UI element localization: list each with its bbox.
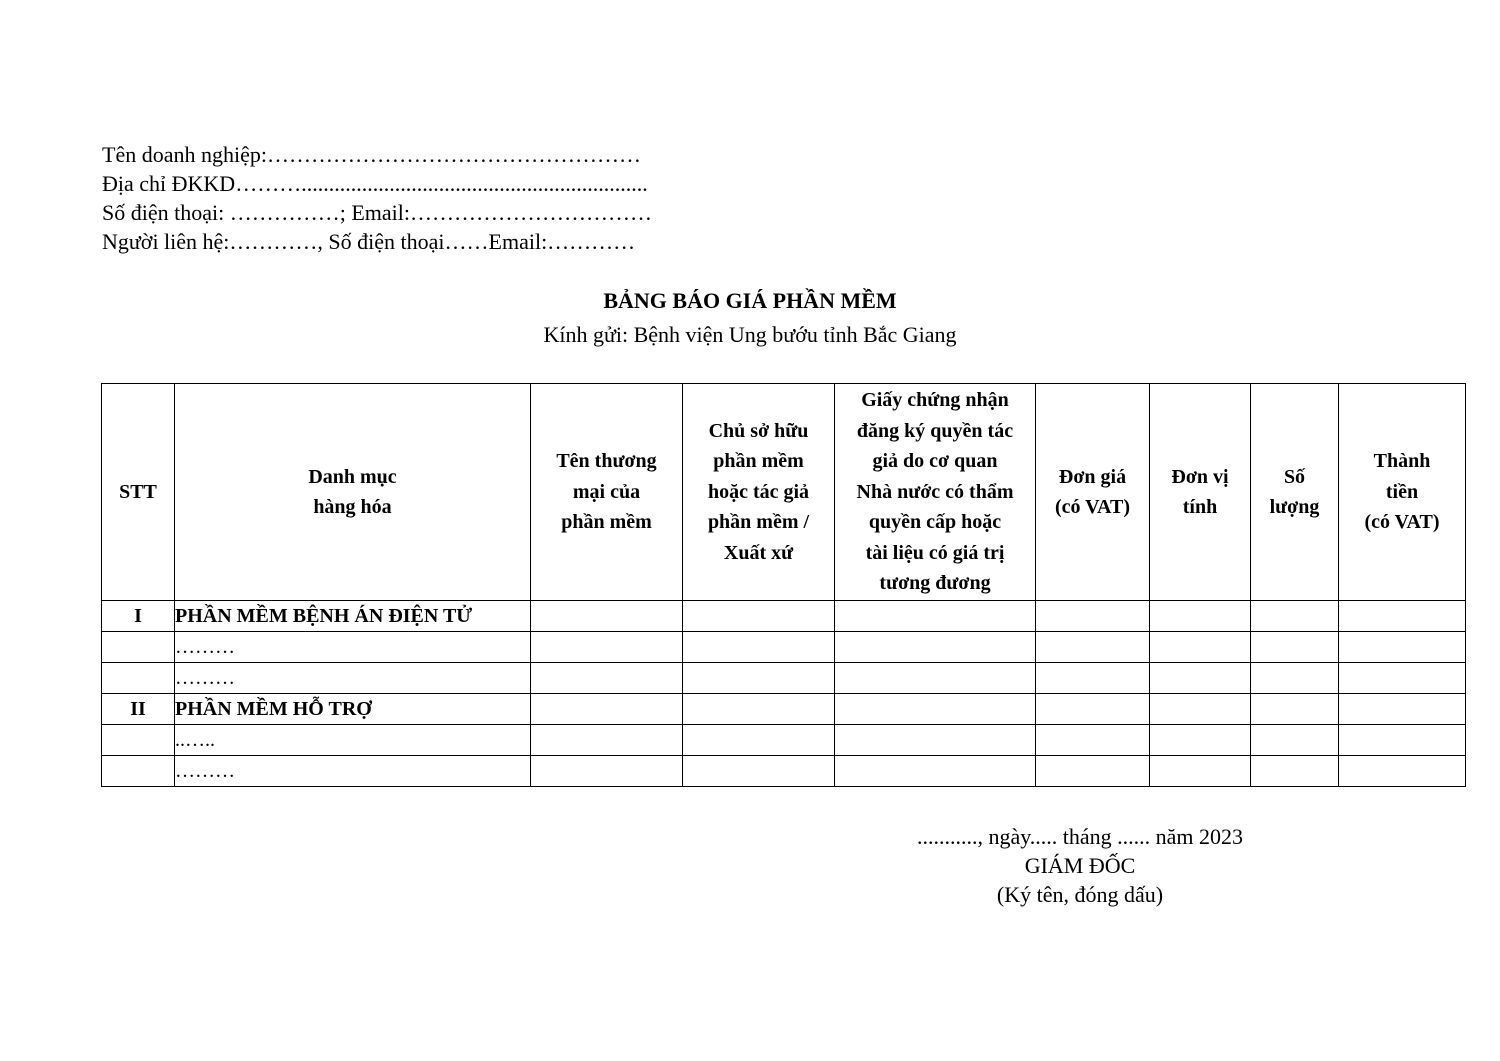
table-row [102,663,1466,694]
row-stt-cell: I [102,601,175,632]
row-empty-cell [531,601,683,632]
company-address-line: Địa chỉ ĐKKD………............................................................... [102,171,648,196]
row-empty-cell [1036,663,1150,694]
row-empty-cell [531,663,683,694]
row-empty-cell [1251,694,1339,725]
row-empty-cell [531,632,683,663]
table-row [102,632,1466,663]
row-empty-cell [835,601,1036,632]
row-empty-cell [1036,632,1150,663]
table-body [102,601,1466,787]
row-empty-cell [835,632,1036,663]
row-item-name-cell: ..….. [175,725,531,756]
row-empty-cell [1251,725,1339,756]
row-empty-cell [683,756,835,787]
row-empty-cell [1150,663,1251,694]
header-stt: STT [102,384,175,601]
row-empty-cell [1339,756,1466,787]
header-unit-price: Đơn giá (có VAT) [1036,384,1150,601]
row-empty-cell [1150,725,1251,756]
row-empty-cell [683,601,835,632]
signature-note: (Ký tên, đóng dấu) [996,882,1164,907]
header-owner-origin: Chủ sở hữu phần mềm hoặc tác giả phần mềm / Xuất xứ [683,384,835,601]
row-empty-cell [683,725,835,756]
header-trade-name: Tên thương mại của phần mềm [531,384,683,601]
table-section-row [102,601,1466,632]
row-empty-cell [1150,632,1251,663]
row-empty-cell [835,663,1036,694]
company-phone-line: Số điện thoại: ……………; Email:…………………………… [102,200,652,225]
row-stt-cell [102,756,175,787]
table-row [102,725,1466,756]
row-empty-cell [1150,694,1251,725]
row-item-name-cell: PHẦN MỀM BỆNH ÁN ĐIỆN TỬ [175,601,531,632]
table-row [102,756,1466,787]
row-empty-cell [1251,632,1339,663]
company-info-block [102,140,652,256]
row-empty-cell [1036,725,1150,756]
row-empty-cell [531,725,683,756]
header-item-category: Danh mục hàng hóa [175,384,531,601]
document-title: BẢNG BÁO GIÁ PHẦN MỀM [603,288,897,313]
row-item-name-cell: ……… [175,632,531,663]
row-stt-cell [102,663,175,694]
row-empty-cell [531,756,683,787]
header-copyright-certificate: Giấy chứng nhận đăng ký quyền tác giả do cơ quan Nhà nước có thẩm quyền cấp hoặc tài liệu có giá trị tương đương [835,384,1036,601]
signature-date-line: ..........., ngày..... tháng ...... năm 2023 [916,824,1244,849]
row-empty-cell [835,725,1036,756]
row-empty-cell [1339,663,1466,694]
document-recipient: Kính gửi: Bệnh viện Ung bướu tỉnh Bắc Giang [543,322,957,347]
row-stt-cell [102,725,175,756]
row-empty-cell [1339,725,1466,756]
row-empty-cell [835,756,1036,787]
row-empty-cell [1339,601,1466,632]
signature-position: GIÁM ĐỐC [1024,853,1136,878]
row-empty-cell [1251,756,1339,787]
company-contact-line: Người liên hệ:…………, Số điện thoại……Email:………… [102,229,636,254]
table-header-row [102,384,1466,601]
row-empty-cell [1339,694,1466,725]
company-name-line: Tên doanh nghiệp:…………………………………………… [102,142,641,167]
row-empty-cell [1150,756,1251,787]
header-unit: Đơn vị tính [1150,384,1251,601]
row-stt-cell [102,632,175,663]
price-quote-table [101,383,1466,787]
row-item-name-cell: PHẦN MỀM HỖ TRỢ [175,694,531,725]
row-empty-cell [531,694,683,725]
row-empty-cell [1339,632,1466,663]
signature-block [880,822,1280,909]
row-item-name-cell: ……… [175,756,531,787]
row-item-name-cell: ……… [175,663,531,694]
table-section-row [102,694,1466,725]
row-empty-cell [1251,601,1339,632]
row-empty-cell [1251,663,1339,694]
row-empty-cell [683,694,835,725]
row-empty-cell [683,632,835,663]
row-empty-cell [1150,601,1251,632]
row-empty-cell [683,663,835,694]
row-empty-cell [835,694,1036,725]
row-empty-cell [1036,756,1150,787]
row-empty-cell [1036,601,1150,632]
header-total: Thành tiền (có VAT) [1339,384,1466,601]
header-quantity: Số lượng [1251,384,1339,601]
row-empty-cell [1036,694,1150,725]
row-stt-cell: II [102,694,175,725]
